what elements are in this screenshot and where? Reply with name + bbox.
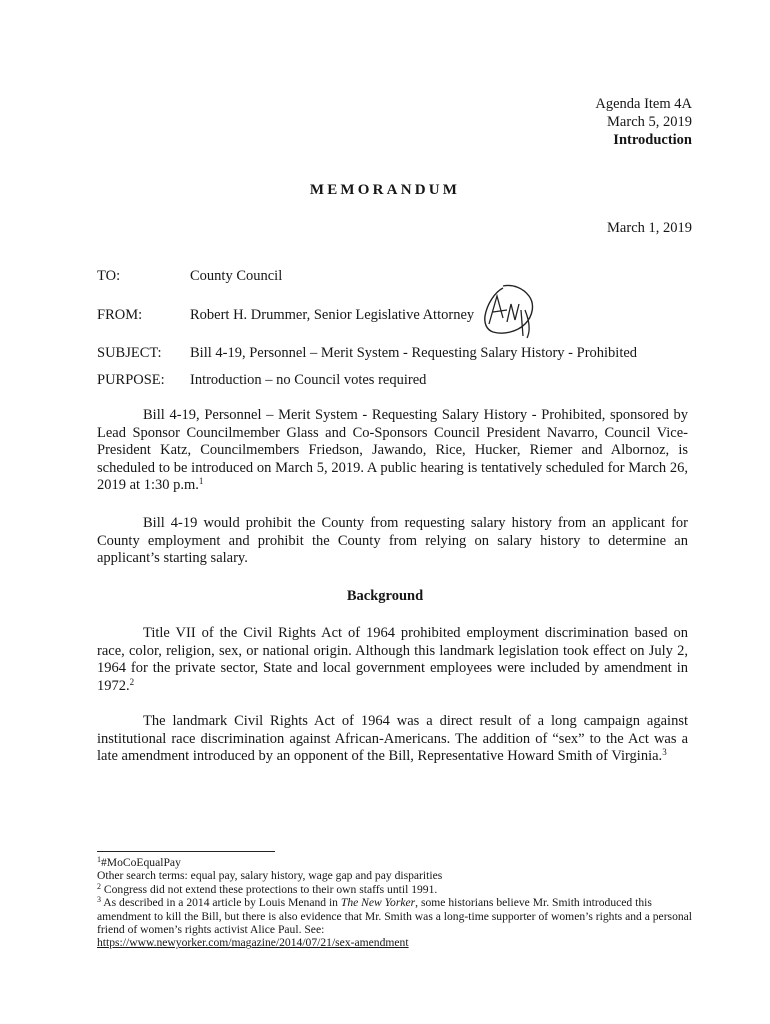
paragraph-introduction — [97, 407, 688, 495]
to-value: County Council — [190, 268, 283, 284]
footnote-2-text: Congress did not extend these protections to their own staffs until 1991. — [101, 882, 438, 896]
footnote-1-line-2: Other search terms: equal pay, salary history, wage gap and pay disparities — [97, 869, 443, 883]
paragraph-civil-rights-act — [97, 713, 688, 766]
footnote-3-link[interactable]: https://www.newyorker.com/magazine/2014/07/21/sex-amendment — [97, 936, 409, 950]
subject-value: Bill 4-19, Personnel – Merit System - Requesting Salary History - Prohibited — [190, 345, 638, 361]
footnote-3 — [97, 896, 697, 936]
memo-date: March 1, 2019 — [607, 220, 692, 236]
footnote-ref-2: 2 — [129, 676, 135, 687]
background-heading: Background — [346, 588, 424, 604]
footnote-1-number: 1 — [97, 855, 101, 864]
agenda-item: Agenda Item 4A — [595, 96, 692, 112]
memo-title: MEMORANDUM — [309, 182, 461, 198]
signature-initials — [473, 280, 545, 342]
paragraph-civil-rights-act-text: The landmark Civil Rights Act of 1964 was a direct result of a long campaign against institutional race discrimination against African-Americans. The addition of “sex” to the Act was a late amendment introduced by an opponent of the Bill, Representative Howard Smith of Virginia. — [97, 713, 688, 765]
footnote-1-text: #MoCoEqualPay — [101, 856, 181, 869]
footnote-3-text-post: , some historians believe Mr. Smith introduced this amendment to kill the Bill, but there is also evidence that Mr. Smith was a long-time supporter of women’s rights and a personal friend of women’s rights activist Alice Paul. See: — [97, 896, 693, 937]
purpose-value: Introduction – no Council votes required — [190, 372, 427, 388]
footnote-1 — [97, 856, 697, 869]
paragraph-bill-summary — [97, 515, 688, 568]
footnote-3-publication: The New Yorker — [340, 896, 416, 910]
purpose-label: PURPOSE: — [97, 372, 165, 388]
from-label: FROM: — [97, 307, 143, 323]
footnote-3-text-pre: As described in a 2014 article by Louis Menand in — [101, 896, 341, 910]
footnote-2 — [97, 883, 697, 896]
to-label: TO: — [97, 268, 121, 284]
footnotes — [97, 856, 697, 950]
paragraph-title-vii-text: Title VII of the Civil Rights Act of 1964 prohibited employment discrimination based on race, color, religion, sex, or national origin. Although this landmark legislation took effect on July 2, 1964 for the private sector, State and local government employees were included by amendment in 1972. — [97, 625, 688, 694]
agenda-block — [595, 95, 692, 149]
subject-label: SUBJECT: — [97, 345, 162, 361]
footnote-3-link-line — [97, 936, 697, 949]
from-value: Robert H. Drummer, Senior Legislative Attorney — [190, 307, 475, 323]
paragraph-title-vii — [97, 625, 688, 695]
footnote-ref-1: 1 — [198, 476, 204, 487]
paragraph-introduction-text: Bill 4-19, Personnel – Merit System - Requesting Salary History - Prohibited, sponsored by Lead Sponsor Councilmember Glass and Co-Sponsors Council President Navarro, Council Vice-President Katz, Councilmembers Friedson, Jawando, Rice, Hucker, Riemer and Albornoz, is scheduled to be introduced on March 5, 2019. A public hearing is tentatively scheduled for March 26, 2019 at 1:30 p.m. — [97, 407, 688, 494]
footnote-2-number: 2 — [97, 881, 101, 891]
footnote-ref-3: 3 — [662, 747, 667, 758]
agenda-date: March 5, 2019 — [607, 114, 692, 130]
footnote-3-number: 3 — [97, 895, 101, 905]
footnote-divider — [97, 851, 275, 852]
paragraph-bill-summary-text: Bill 4-19 would prohibit the County from requesting salary history from an applicant for County employment and prohibit the County from relying on salary history to determine an applicant’s starting salary. — [97, 515, 688, 567]
agenda-type: Introduction — [613, 132, 692, 148]
